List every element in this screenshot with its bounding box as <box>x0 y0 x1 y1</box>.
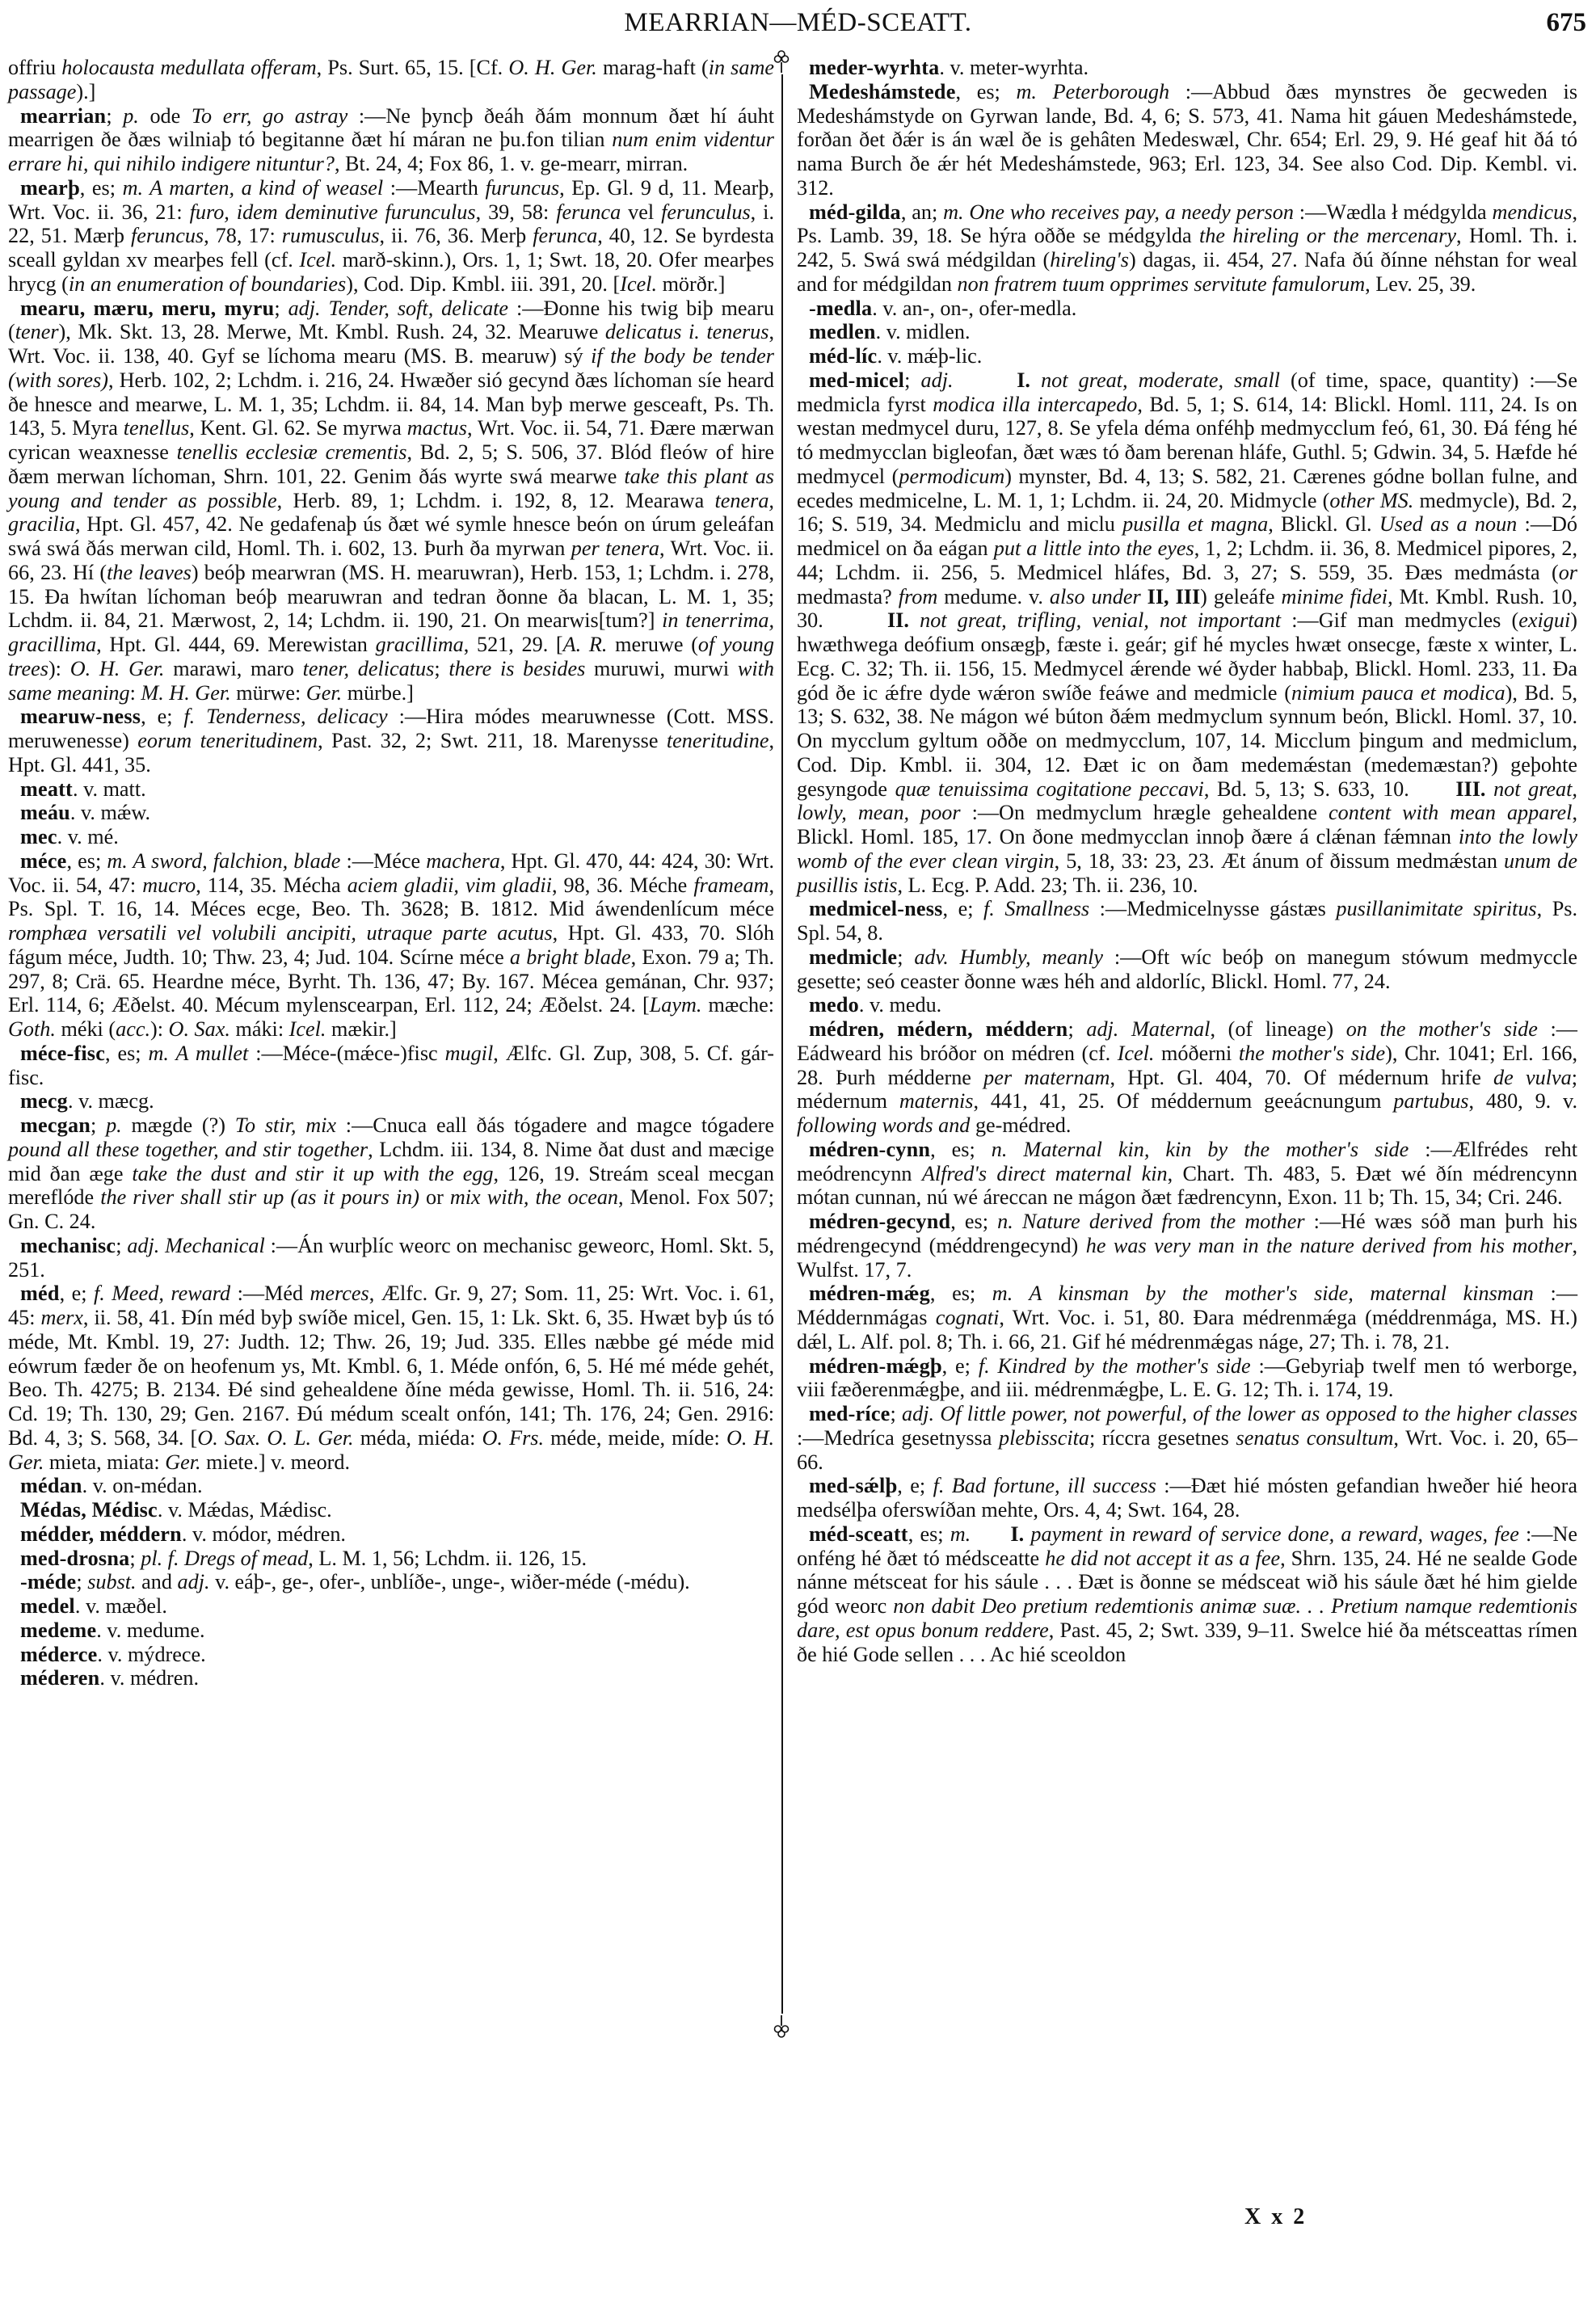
entry-definition: . v. medu. <box>858 993 942 1017</box>
entry-headword: méce-fisc <box>20 1041 106 1065</box>
entry-definition: ; p. ode To err, go astray :—Ne þyncþ ðeáh ðám monnum ðæt hí áuht mearrigen ðe ðæs wilniaþ tó begitanne ðæt hí máran ne þu.fon tilian num enim videntur errare hi, qui nihilo indigere nituntur?, Bt. 24, 4; Fox 86, 1. v. ge-mearr, mirran. <box>8 103 775 175</box>
entry-headword: méderen <box>20 1666 100 1690</box>
dictionary-entry <box>8 297 774 705</box>
dictionary-entry <box>8 1282 774 1474</box>
dictionary-entry <box>8 777 774 802</box>
entry-headword: Medeshámstede <box>809 79 956 103</box>
dictionary-entry <box>8 1089 774 1113</box>
entry-headword: médren-gecynd <box>809 1210 951 1233</box>
column-divider <box>781 50 783 2038</box>
page-header <box>0 6 1596 47</box>
dictionary-entry <box>797 1354 1577 1403</box>
dictionary-entry <box>797 1474 1577 1522</box>
entry-definition: . v. medume. <box>96 1618 205 1642</box>
dictionary-entry <box>8 849 774 1042</box>
dictionary-entry <box>8 1666 774 1690</box>
entry-headword: medeme <box>20 1618 97 1642</box>
entry-headword: meáu <box>20 801 70 825</box>
dictionary-entry <box>797 1402 1577 1474</box>
dictionary-entry <box>797 1138 1577 1210</box>
dictionary-entry <box>797 1522 1577 1667</box>
dictionary-entry <box>797 897 1577 945</box>
entry-headword: medel <box>20 1594 75 1618</box>
entry-definition: ; adj. I. not great, moderate, small (of time, space, quantity) :—Se medmicla fyrst modica illa intercapedo, Bd. 5, 1; S. 614, 14: Blickl. Homl. 111, 24. Is on westan medmycel duru, 127, 8. Se yfela déma onféhþ medmycclum feó, 61, 30. Ðá féng hé tó medmycclan bigleofan, ðæt wæs tó ðam berenan hláfe, Guthl. 5; Gdwin. 34, 5. Hæfde hé medmycel (permodicum) mynster, Bd. 4, 13; S. 582, 21. Cærenes gódne bollan fulne, and ecedes medmicelne, L. M. 1, 1; Lchdm. ii. 24, 20. Midmycle (other MS. medmycle), Bd. 2, 16; S. 519, 34. Medmiclu and miclu pusilla et magna, Blickl. Gl. Used as a noun :—Dó medmicel on ða eágan put a little into the eyes, 1, 2; Lchdm. ii. 36, 8. Medmicel pipores, 2, 44; Lchdm. ii. 256, 5. Medmicel hláfes, Bd. 3, 27; S. 559, 35. Ðæs medmásta (or medmasta? from medume. v. also under II, III) geleáfe minime fidei, Mt. Kmbl. Rush. 10, 30. II. not great, trifling, venial, not important :—Gif man medmycles (exigui) hwæthwega deófium onsægþ, fæste i. geár; gif hé mycles hwæt onsecge, fæste x winter, L. Ecg. C. 32; Th. ii. 156, 15. Medmycel ǽrende wé ðyder habbaþ, Blickl. Homl. 233, 11. Ða gód ðe ic ǽfre dyde wǽron swíðe feáwe and medmicle (nimium pauca et modica), Bd. 5, 13; S. 632, 38. Ne mágon wé búton ðǽm medmyclum synnum beón, Blickl. Homl. 37, 10. On mycclum gyltum oððe on medmycclum, 107, 14. Micclum þingum and medmiclum, Cod. Dip. Kmbl. ii. 304, 12. Ðæt ic on ðam medemǽstan (medemæstan?) geþohte gesyngode quæ tenuissima cogitatione peccavi, Bd. 5, 13; S. 633, 10. III. not great, lowly, mean, poor :—On medmyclum hrægle gehealdene content with mean apparel, Blickl. Homl. 185, 17. On ðone medmycclan innoþ ðære á clǽnan fǽmnan into the lowly womb of the ever clean virgin, 5, 18, 33: 23, 23. Æt ánum of ðissum medmǽstan unum de pusillis istis, L. Ecg. P. Add. 23; Th. ii. 236, 10. <box>797 368 1578 897</box>
dictionary-entry <box>8 1113 774 1234</box>
entry-headword: medo <box>809 993 859 1017</box>
entry-headword: meder-wyrhta <box>809 56 940 79</box>
entry-headword: mecg <box>20 1089 68 1113</box>
entry-definition: ; adj. Of little power, not powerful, of the lower as opposed to the higher classes :—Medríca gesetnyssa plebisscita; ríccra gesetnes senatus consultum, Wrt. Voc. i. 20, 65–66. <box>797 1402 1577 1474</box>
entry-definition: , es; m. A sword, falchion, blade :—Méce machera, Hpt. Gl. 470, 44: 424, 30: Wrt. Voc. ii. 54, 47: mucro, 114, 35. Mécha aciem gladii, vim gladii, 98, 36. Méche frameam, Ps. Spl. T. 16, 14. Méces ecge, Beo. Th. 3628; B. 1812. Mid áwendenlícum méce romphæa versatili vel volubili ancipiti, utraque parte acutus, Hpt. Gl. 433, 70. Slóh fágum méce, Judth. 10; Thw. 23, 4; Jud. 104. Scírne méce a bright blade, Exon. 79 a; Th. 297, 8; Crä. 65. Heardne méce, Byrht. Th. 136, 47; By. 167. Mécea gemánan, Chr. 937; Erl. 114, 6; Æðelst. 40. Mécum mylenscearpan, Erl. 112, 24; Æðelst. 24. [Laym. mæche: Goth. méki (acc.): O. Sax. máki: Icel. mækir.] <box>8 848 774 1041</box>
dictionary-entry <box>8 1522 774 1547</box>
dictionary-entry <box>8 1594 774 1619</box>
entry-headword: med-sǽlþ <box>809 1474 898 1498</box>
entry-headword: médan <box>20 1474 82 1498</box>
dictionary-entry <box>8 1042 774 1090</box>
entry-headword: med-ríce <box>809 1402 891 1425</box>
dictionary-entry <box>797 56 1577 80</box>
entry-headword: medmicel-ness <box>809 897 943 921</box>
entry-definition: . v. matt. <box>72 777 146 801</box>
entry-definition: offriu holocausta medullata offeram, Ps. Surt. 65, 15. [Cf. O. H. Ger. marag-haft (in same passage).] <box>8 56 774 103</box>
dictionary-entry <box>797 945 1577 994</box>
entry-headword: Médas, Médisc <box>20 1498 158 1522</box>
entry-headword: mecgan <box>20 1113 91 1137</box>
entry-headword: meatt <box>20 777 73 801</box>
dictionary-entry <box>8 801 774 825</box>
entry-definition: . v. médren. <box>99 1666 200 1690</box>
running-title: MEARRIAN—MÉD-SCEATT. <box>624 8 972 37</box>
dictionary-entry <box>8 104 774 176</box>
dictionary-entry <box>797 1017 1577 1138</box>
entry-headword: méd-sceatt <box>809 1522 908 1546</box>
entry-definition: ; adv. Humbly, meanly :—Oft wíc beóþ on manegum stówum medmyccle gesette; seó ceaster ðonne wæs héh and aldorlíc, Blickl. Homl. 77, 24. <box>797 945 1577 993</box>
dictionary-entry <box>797 344 1577 368</box>
entry-definition: , es; m. Peterborough :—Abbud ðæs mynstres ðe gecweden is Medeshámstyde on Gyrwan lande, Bd. 4, 6; S. 573, 41. Nama hit gáuen Medeshámstede, forðan ðet ðǽr is án wæl ðe is gehâten Medeswæl, Chr. 654; Erl. 29, 9. Hé geaf hit ðá tó nama Burch ðe ǽr hét Medeshámstede, 963; Erl. 123, 34. See also Cod. Dip. Kembl. vi. 312. <box>797 79 1578 200</box>
entry-definition: . v. mé. <box>57 825 119 848</box>
entry-headword: mearrian <box>20 103 107 128</box>
entry-headword: -medla <box>809 296 873 320</box>
entry-headword: médren, médern, méddern <box>809 1017 1068 1041</box>
entry-headword: médren-cynn <box>809 1137 931 1161</box>
dictionary-entry <box>8 1570 774 1594</box>
dictionary-entry <box>8 1643 774 1667</box>
entry-definition: ; p. mægde (?) To stir, mix :—Cnuca eall ðás tógadere and magce tógadere pound all these together, and stir together, Lchdm. iii. 134, 8. Nime ðat dust and mæcige mid ðan æge take the dust and stir it up with the egg, 126, 19. Streám sceal mecgan mereflóde the river shall stir up (as it pours in) or mix with, the ocean, Menol. Fox 507; Gn. C. 24. <box>8 1113 775 1233</box>
entry-headword: med-micel <box>809 368 905 392</box>
dictionary-entry <box>797 993 1577 1017</box>
entry-definition: . v. meter-wyrhta. <box>939 56 1089 79</box>
entry-definition: . v. on-médan. <box>82 1474 203 1498</box>
left-column <box>8 56 774 1690</box>
entry-definition: , es; m. A marten, a kind of weasel :—Mearth furuncus, Ep. Gl. 9 d, 11. Mearþ, Wrt. Voc. ii. 36, 21: furo, idem deminutive furunculus, 39, 58: ferunca vel ferunculus, i. 22, 51. Mærþ feruncus, 78, 17: rumusculus, ii. 76, 36. Merþ ferunca, 40, 12. Se byrdesta sceall gyldan xv mearþes fell (cf. Icel. marð-skinn.), Ors. 1, 1; Swt. 18, 20. Ofer mearþes hrycg (in an enumeration of boundaries), Cod. Dip. Kmbl. iii. 391, 20. [Icel. mörðr.] <box>8 175 774 296</box>
entry-definition: ; adj. Mechanical :—Án wurþlíc weorc on mechanisc geweorc, Homl. Skt. 5, 251. <box>8 1233 775 1282</box>
right-column <box>797 56 1577 1666</box>
dictionary-entry <box>797 320 1577 344</box>
entry-headword: médder, méddern <box>20 1522 182 1546</box>
entry-headword: mearuw-ness <box>20 705 141 729</box>
entry-definition: . v. módor, médren. <box>181 1522 346 1546</box>
dictionary-entry <box>797 200 1577 297</box>
entry-definition: , es; m. I. payment in reward of service done, a reward, wages, fee :—Ne onféng hé ðæt tó médsceatte he did not accept it as a fee, Shrn. 135, 24. Hé ne sealde Gode nánne métsceat for his sáule . . . Ðæt is ðonne se médsceat wið his sáule ðæt hé him gielde gód weorc non dabit Deo pretium redemtionis animæ suæ. . . Pretium namque redemtionis dare, est opus bonum reddere, Past. 45, 2; Swt. 339, 9–11. Swelce hié ða métsceattas rímen ðe hié Gode sellen . . . Ac hié sceoldon <box>797 1522 1578 1666</box>
entry-headword: med-drosna <box>20 1546 130 1570</box>
dictionary-entry <box>8 825 774 849</box>
entry-definition: , e; f. Tenderness, delicacy :—Hira módes mearuwnesse (Cott. MSS. meruwenesse) eorum teneritudinem, Past. 32, 2; Swt. 211, 18. Marenysse teneritudine, Hpt. Gl. 441, 35. <box>8 705 774 777</box>
entry-headword: medlen <box>809 320 876 344</box>
entry-definition: , e; f. Bad fortune, ill success :—Ðæt hié mósten gefandian hweðer hié heora medsélþa oferswíðan mehte, Ors. 4, 4; Swt. 164, 28. <box>797 1474 1577 1522</box>
entry-headword: mec <box>20 825 57 848</box>
dictionary-entry <box>797 80 1577 200</box>
trefoil-ornament-icon <box>773 50 790 73</box>
entry-definition: , es; m. A mullet :—Méce-(mǽce-)fisc mugil, Ælfc. Gl. Zup, 308, 5. Cf. gár-fisc. <box>8 1041 774 1089</box>
dictionary-entry <box>8 1547 774 1571</box>
entry-headword: médren-mǽg <box>809 1282 930 1306</box>
entry-headword: mechanisc <box>20 1233 116 1257</box>
entry-definition: , es; n. Maternal kin, kin by the mother's side :—Ælfrédes reht meódrencynn Alfred's direct maternal kin, Chart. Th. 483, 5. Ðæt wé ðín médrencynn mótan cunnan, nú wé áreccan ne mágon ðæt fædrencynn, Exon. 11 b; Th. 15, 34; Cri. 246. <box>797 1137 1577 1210</box>
page-number: 675 <box>1546 8 1586 37</box>
trefoil-ornament-icon <box>773 2015 790 2038</box>
entry-definition: , e; f. Smallness :—Medmicelnysse gástæs pusillanimitate spiritus, Ps. Spl. 54, 8. <box>797 897 1577 945</box>
entry-headword: medmicle <box>809 945 898 969</box>
entry-definition: . v. mýdrece. <box>97 1642 206 1666</box>
entry-headword: mearu, mæru, meru, myru <box>20 296 275 320</box>
dictionary-entry <box>797 1282 1577 1353</box>
entry-headword: méd <box>20 1282 60 1306</box>
entry-definition: , e; f. Kindred by the mother's side :—Gebyriaþ twelf men tó werborge, viii fæðerenmǽgþe, and iii. médrenmǽgþe, L. E. G. 12; Th. i. 174, 19. <box>797 1353 1577 1402</box>
entry-definition: ; subst. and adj. v. eáþ-, ge-, ofer-, unblíðe-, unge-, wiðer-méde (-médu). <box>76 1570 690 1594</box>
entry-definition: , es; m. A kinsman by the mother's side, maternal kinsman :—Méddernmágas cognati, Wrt. Voc. i. 51, 80. Ðara médrenmǽga (méddrenmága, MS. H.) dǽl, L. Alf. pol. 8; Th. i. 66, 21. Gif hé médrenmǽgas náge, 27; Th. i. 78, 21. <box>797 1282 1578 1353</box>
entry-definition: . v. mǽw. <box>69 801 151 825</box>
entry-headword: médren-mǽgþ <box>809 1353 942 1378</box>
dictionary-entry <box>8 56 774 104</box>
entry-headword: méd-gilda <box>809 200 901 224</box>
dictionary-entry <box>8 176 774 297</box>
entry-definition: . v. mæcg. <box>67 1089 154 1113</box>
dictionary-entry <box>8 1619 774 1643</box>
entry-definition: . v. an-, on-, ofer-medla. <box>872 296 1077 320</box>
entry-headword: -méde <box>20 1570 77 1594</box>
entry-definition: ; adj. Tender, soft, delicate :—Ðonne his twig biþ mearu (tener), Mk. Skt. 13, 28. Merwe, Mt. Kmbl. Rush. 24, 32. Mearuwe delicatus i. tenerus, Wrt. Voc. ii. 138, 40. Gyf se líchoma mearu (MS. B. mearuw) sý if the body be tender (with sores), Herb. 102, 2; Lchdm. i. 216, 24. Hwæðer sió gecynd ðæs líchoman síe heard ðe hnesce and mearwe, L. M. 1, 35; Lchdm. ii. 84, 14. Man byþ merwe gesceaft, Ps. Th. 143, 5. Myra tenellus, Kent. Gl. 62. Se myrwa mactus, Wrt. Voc. ii. 54, 71. Ðære mærwan cyrican weaxnesse tenellis ecclesiæ crementis, Bd. 2, 5; S. 506, 37. Blód fleów of hire ðæm merwan líchoman, Shrn. 101, 22. Genim ðás wyrte swá mearwe take this plant as young and tender as possible, Herb. 89, 1; Lchdm. i. 192, 8, 12. Mearawa tenera, gracilia, Hpt. Gl. 457, 42. Ne gedafenaþ ús ðæt wé symle hnesce beón on úrum geleáfan swá swá ðás merwan cild, Homl. Th. i. 602, 13. Þurh ða myrwan per tenera, Wrt. Voc. ii. 66, 23. Hí (the leaves) beóþ mearwran (MS. H. mearuwran), Herb. 153, 1; Lchdm. i. 278, 15. Ða hwítan líchoman beóþ mearuwran and tedran ðonne ða blacan, L. M. 1, 35; Lchdm. ii. 84, 21. Mærwost, 2, 14; Lchdm. ii. 190, 21. On mearwis[tum?] in tenerrima, gracillima, Hpt. Gl. 444, 69. Merewistan gracillima, 521, 29. [A. R. meruwe (of young trees): O. H. Ger. marawi, maro tener, delicatus; there is besides muruwi, murwi with same meaning: M. H. Ger. mürwe: Ger. mürbe.] <box>8 296 775 705</box>
entry-definition: . v. midlen. <box>875 320 971 344</box>
entry-definition: , e; f. Meed, reward :—Méd merces, Ælfc. Gr. 9, 27; Som. 11, 25: Wrt. Voc. i. 61, 45: merx, ii. 58, 41. Ðín méd byþ swíðe micel, Gen. 15, 1: Lk. Skt. 6, 35. Hwæt byþ ús tó méde, Mt. Kmbl. 19, 27: Judth. 12; Thw. 26, 19; Jud. 335. Elles næbbe gé méde mid eówrum fæder ðe on heofenum ys, Mt. Kmbl. 6, 1. Méde onfón, 6, 5. Hé mé méde gehét, Beo. Th. 4275; B. 2134. Ðé sind gehealdene ðíne méda gewisse, Homl. Th. ii. 516, 24: Cd. 19; Th. 130, 29; Gen. 2167. Ðú médum scealt onfón, 141; Th. 176, 24; Gen. 2916: Bd. 4, 3; S. 568, 34. [O. Sax. O. L. Ger. méda, miéda: O. Frs. méde, meide, míde: O. H. Ger. mieta, miata: Ger. miete.] v. meord. <box>8 1282 774 1474</box>
entry-definition: , es; n. Nature derived from the mother :—Hé wæs sóð man þurh his médrengecynd (méddrengecynd) he was very man in the nature derived from his mother, Wulfst. 17, 7. <box>797 1210 1578 1282</box>
entry-definition: . v. mæðel. <box>74 1594 167 1618</box>
entry-headword: méd-líc <box>809 344 878 368</box>
column-rule <box>781 74 783 2014</box>
entry-definition: . v. mǽþ-lic. <box>877 344 983 368</box>
dictionary-entry <box>8 1234 774 1282</box>
dictionary-entry <box>8 1498 774 1522</box>
entry-headword: méderce <box>20 1642 98 1666</box>
entry-definition: ; adj. Maternal, (of lineage) on the mother's side :—Eádweard his bróðor on médren (cf. Icel. móðerni the mother's side), Chr. 1041; Erl. 166, 28. Þurh médderne per maternam, Hpt. Gl. 404, 70. Of médernum hrife de vulva; médernum maternis, 441, 41, 25. Of méddernum geeácnungum partubus, 480, 9. v. following words and ge-médred. <box>797 1017 1577 1137</box>
dictionary-entry <box>797 368 1577 898</box>
entry-definition: ; pl. f. Dregs of mead, L. M. 1, 56; Lchdm. ii. 126, 15. <box>129 1546 587 1570</box>
dictionary-entry <box>8 1474 774 1498</box>
dictionary-entry <box>797 1210 1577 1282</box>
entry-headword: mearþ <box>20 175 80 200</box>
entry-headword: méce <box>20 848 67 873</box>
dictionary-entry <box>797 297 1577 321</box>
entry-definition: , an; m. One who receives pay, a needy person :—Wædla ł médgylda mendicus, Ps. Lamb. 39, 18. Se hýra oððe se médgylda the hireling or the mercenary, Homl. Th. i. 242, 5. Swá swá médgildan (hireling's) dagas, ii. 454, 27. Nafa ðú ðínne néhstan for weal and for médgildan non fratrem tuum opprimes servitute famulorum, Lev. 25, 39. <box>797 200 1577 296</box>
dictionary-entry <box>8 705 774 777</box>
entry-definition: . v. Mǽdas, Mǽdisc. <box>157 1498 332 1522</box>
signature-mark: X x 2 <box>1244 2204 1308 2229</box>
